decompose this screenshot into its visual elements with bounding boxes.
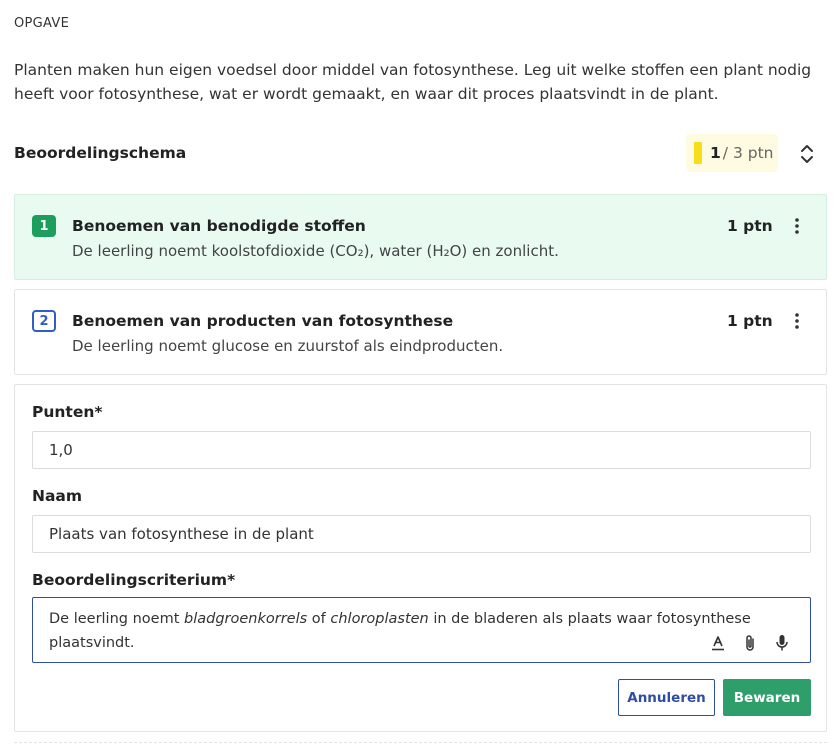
criterion-points: 1 ptn xyxy=(727,312,773,330)
criterion-description: De leerling noemt koolstofdioxide (CO₂), water (H₂O) en zonlicht. xyxy=(72,242,559,260)
criterion-title: Benoemen van benodigde stoffen xyxy=(72,217,366,235)
score-total: / 3 ptn xyxy=(722,144,774,162)
criterion-title: Benoemen van producten van fotosynthese xyxy=(72,312,454,330)
criterion-number-badge: 1 xyxy=(32,215,56,237)
paperclip-icon[interactable] xyxy=(742,634,758,652)
more-vertical-icon[interactable] xyxy=(789,312,805,330)
divider xyxy=(14,742,827,743)
criterion-points: 1 ptn xyxy=(727,217,773,235)
save-button[interactable]: Bewaren xyxy=(723,679,811,716)
criterion-edit-form xyxy=(14,384,827,732)
criterion-card[interactable] xyxy=(14,194,827,280)
question-text: Planten maken hun eigen voedsel door middel van fotosynthese. Leg uit welke stoffen een plant nodig heeft voor fotosynthese, wat er wordt gemaakt, en waar dit proces plaatsvindt in de plant. xyxy=(14,61,812,103)
criterion-editor[interactable] xyxy=(32,597,811,663)
section-label: OPGAVE xyxy=(14,16,70,31)
rubric-title: Beoordelingschema xyxy=(14,144,187,162)
points-label: Punten* xyxy=(32,403,103,421)
cancel-button[interactable]: Annuleren xyxy=(618,679,715,716)
criterion-card[interactable] xyxy=(14,289,827,375)
criterion-label: Beoordelingscriterium* xyxy=(32,571,236,589)
score-indicator-bar xyxy=(694,142,702,164)
microphone-icon[interactable] xyxy=(774,634,790,652)
points-input[interactable]: 1,0 xyxy=(32,431,811,469)
name-label: Naam xyxy=(32,487,83,505)
score-earned: 1 xyxy=(710,144,721,162)
editor-toolbar xyxy=(710,634,790,652)
criterion-number-badge: 2 xyxy=(32,310,56,332)
criterion-description: De leerling noemt glucose en zuurstof als eindproducten. xyxy=(72,337,504,355)
collapse-chevrons-icon[interactable] xyxy=(796,142,818,166)
name-input[interactable]: Plaats van fotosynthese in de plant xyxy=(32,515,811,553)
text-format-icon[interactable] xyxy=(710,634,726,652)
criterion-text: De leerling noemt bladgroenkorrels of chloroplasten in de bladeren als plaats waar fotosynthese plaatsvindt. xyxy=(49,611,751,651)
more-vertical-icon[interactable] xyxy=(789,217,805,235)
score-badge xyxy=(686,134,778,172)
